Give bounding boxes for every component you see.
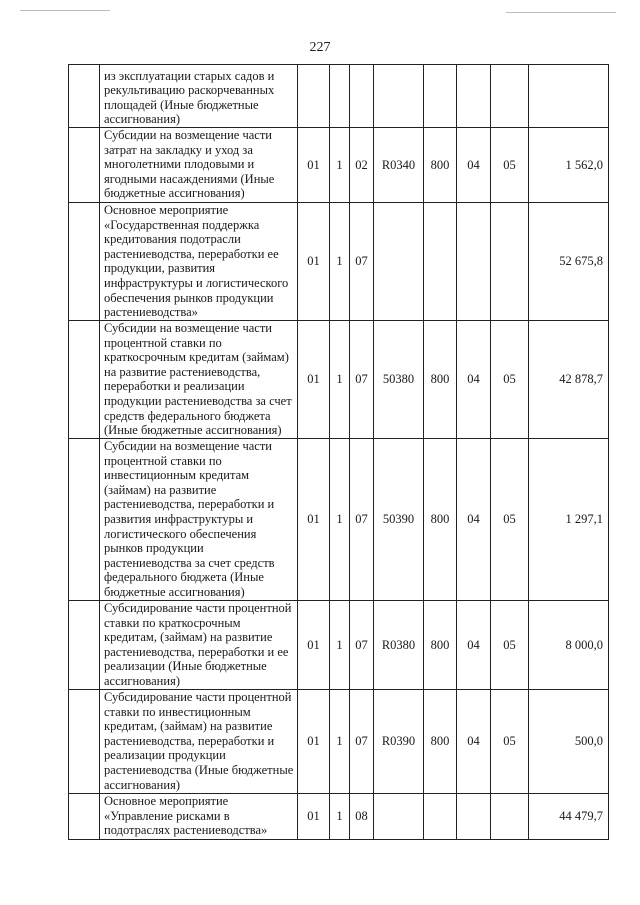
item-name: из эксплуатации старых садов и рекультивацию раскорчеванных площадей (Иные бюджетные ассигнования): [100, 65, 298, 128]
activity-code: [350, 65, 374, 128]
subprogram-code: 1: [330, 128, 350, 203]
table-row: [69, 439, 609, 601]
blank-cell: [69, 794, 100, 840]
table-row: [69, 203, 609, 321]
page-number: 227: [309, 40, 331, 55]
subsection-code: [491, 65, 529, 128]
direction-code: R0380: [374, 601, 424, 690]
item-name: Субсидирование части процентной ставки по краткосрочным кредитам, (займам) на развитие растениеводства, переработки и ее реализации (Иные бюджетные ассигнования): [100, 601, 298, 690]
activity-code: 07: [350, 601, 374, 690]
activity-code: 07: [350, 439, 374, 601]
program-code: 01: [298, 690, 330, 794]
expense-type-code: 800: [424, 128, 457, 203]
section-code: 04: [457, 690, 491, 794]
expense-type-code: 800: [424, 439, 457, 601]
amount: 1 297,1: [529, 439, 609, 601]
amount: 42 878,7: [529, 321, 609, 439]
activity-code: 02: [350, 128, 374, 203]
blank-cell: [69, 439, 100, 601]
direction-code: [374, 65, 424, 128]
amount: [529, 65, 609, 128]
item-name: Субсидии на возмещение части затрат на закладку и уход за многолетними плодовыми и ягодными насаждениями (Иные бюджетные ассигнования): [100, 128, 298, 203]
subprogram-code: 1: [330, 203, 350, 321]
blank-cell: [69, 601, 100, 690]
table-row: [69, 601, 609, 690]
item-name: Субсидии на возмещение части процентной ставки по краткосрочным кредитам (займам) на развитие растениеводства, переработки и реализации продукции растениеводства за счет средств федерального бюджета (Иные бюджетные ассигнования): [100, 321, 298, 439]
expense-type-code: 800: [424, 321, 457, 439]
subsection-code: 05: [491, 128, 529, 203]
subsection-code: [491, 794, 529, 840]
scan-artifact: [20, 10, 110, 11]
activity-code: 08: [350, 794, 374, 840]
blank-cell: [69, 128, 100, 203]
section-code: [457, 65, 491, 128]
program-code: 01: [298, 794, 330, 840]
section-code: 04: [457, 601, 491, 690]
amount: 52 675,8: [529, 203, 609, 321]
activity-code: 07: [350, 203, 374, 321]
table-row: [69, 128, 609, 203]
direction-code: [374, 203, 424, 321]
direction-code: 50390: [374, 439, 424, 601]
subprogram-code: 1: [330, 690, 350, 794]
table-row: [69, 65, 609, 128]
program-code: 01: [298, 128, 330, 203]
item-name: Основное мероприятие «Управление рисками в подотраслях растениеводства»: [100, 794, 298, 840]
activity-code: 07: [350, 690, 374, 794]
item-name: Субсидии на возмещение части процентной ставки по инвестиционным кредитам (займам) на развитие растениеводства, переработки и развития инфраструктуры и логистического обеспечения рынков продукции растениеводства за счет средств федерального бюджета (Иные бюджетные ассигнования): [100, 439, 298, 601]
amount: 1 562,0: [529, 128, 609, 203]
subprogram-code: [330, 65, 350, 128]
amount: 500,0: [529, 690, 609, 794]
subsection-code: 05: [491, 601, 529, 690]
blank-cell: [69, 65, 100, 128]
expense-type-code: [424, 794, 457, 840]
direction-code: R0340: [374, 128, 424, 203]
expense-type-code: [424, 203, 457, 321]
program-code: [298, 65, 330, 128]
blank-cell: [69, 203, 100, 321]
program-code: 01: [298, 321, 330, 439]
section-code: 04: [457, 439, 491, 601]
subsection-code: 05: [491, 439, 529, 601]
budget-table: [68, 64, 609, 840]
section-code: 04: [457, 128, 491, 203]
expense-type-code: [424, 65, 457, 128]
section-code: [457, 794, 491, 840]
table-row: [69, 794, 609, 840]
program-code: 01: [298, 601, 330, 690]
amount: 44 479,7: [529, 794, 609, 840]
program-code: 01: [298, 439, 330, 601]
subsection-code: 05: [491, 690, 529, 794]
subsection-code: 05: [491, 321, 529, 439]
direction-code: 50380: [374, 321, 424, 439]
section-code: 04: [457, 321, 491, 439]
subsection-code: [491, 203, 529, 321]
section-code: [457, 203, 491, 321]
item-name: Основное мероприятие «Государственная поддержка кредитования подотрасли растениеводства, переработки ее продукции, развития инфраструктуры и логистического обеспечения рынков продукции растениеводства»: [100, 203, 298, 321]
table-row: [69, 321, 609, 439]
scan-artifact: [506, 12, 616, 13]
expense-type-code: 800: [424, 601, 457, 690]
subprogram-code: 1: [330, 321, 350, 439]
amount: 8 000,0: [529, 601, 609, 690]
blank-cell: [69, 690, 100, 794]
table-row: [69, 690, 609, 794]
subprogram-code: 1: [330, 439, 350, 601]
item-name: Субсидирование части процентной ставки по инвестиционным кредитам, (займам) на развитие растениеводства, переработки и реализации продукции растениеводства (Иные бюджетные ассигнования): [100, 690, 298, 794]
direction-code: R0390: [374, 690, 424, 794]
program-code: 01: [298, 203, 330, 321]
subprogram-code: 1: [330, 794, 350, 840]
direction-code: [374, 794, 424, 840]
activity-code: 07: [350, 321, 374, 439]
expense-type-code: 800: [424, 690, 457, 794]
subprogram-code: 1: [330, 601, 350, 690]
table-body: [69, 65, 609, 840]
blank-cell: [69, 321, 100, 439]
